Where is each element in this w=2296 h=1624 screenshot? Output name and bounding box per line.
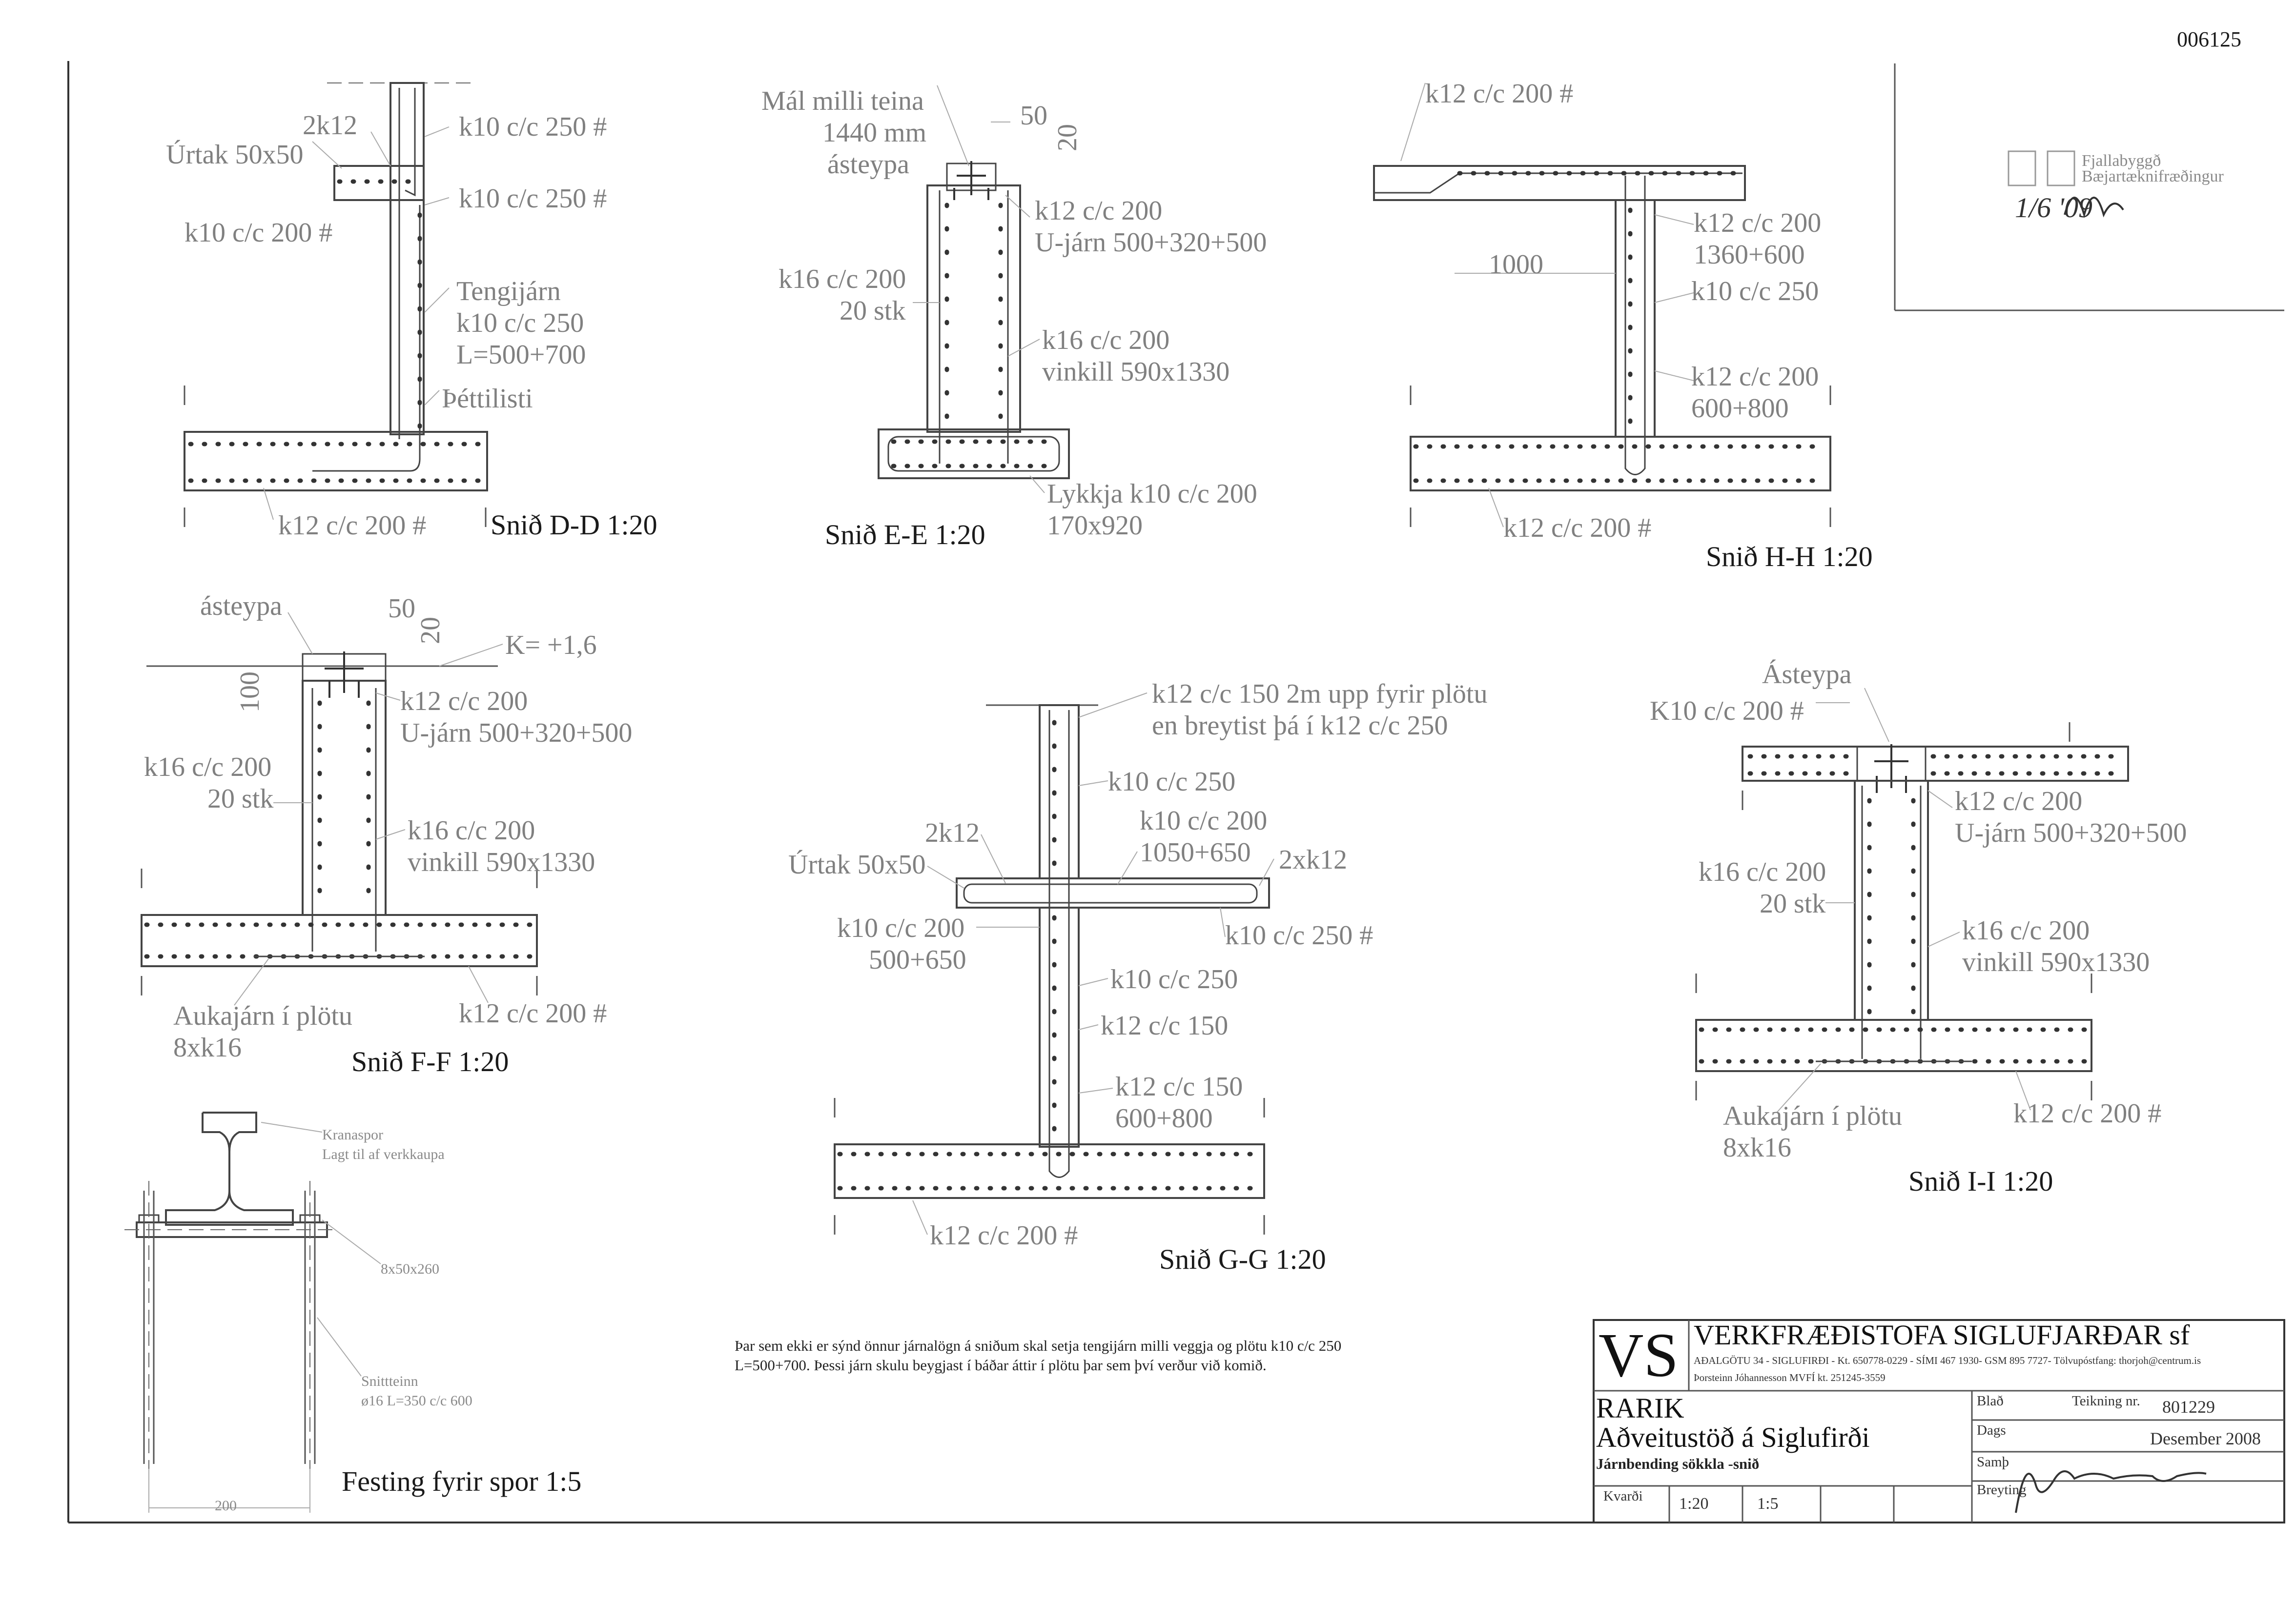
gg-label-1: k12 c/c 150 2m upp fyrir plötu	[1152, 679, 1488, 709]
tb-drawing-no-label: Teikning nr.	[2072, 1393, 2140, 1409]
dd-label-4: k10 c/c 250 #	[459, 183, 607, 214]
hh-label-5: k10 c/c 250	[1691, 276, 1819, 306]
ff-label-8: k16 c/c 200	[144, 752, 272, 782]
ee-label-6: k12 c/c 200	[1035, 196, 1163, 226]
section-ff	[142, 591, 632, 1077]
hh-title: Snið H-H 1:20	[1706, 541, 1873, 572]
gg-label-4: 2k12	[925, 818, 980, 848]
ii-label-2: K10 c/c 200 #	[1650, 696, 1804, 726]
tb-scale-2: 1:5	[1757, 1495, 1779, 1513]
gg-label-15: 600+800	[1115, 1103, 1213, 1134]
tb-drawing-no: 801229	[2162, 1397, 2215, 1417]
dd-label-8: L=500+700	[456, 340, 586, 370]
hh-label-2: k12 c/c 200	[1694, 208, 1822, 238]
section-dd	[166, 83, 657, 541]
spor-label-1: Kranaspor	[322, 1127, 383, 1143]
tb-sheet-label: Blað	[1977, 1393, 2004, 1409]
tb-date-label: Dags	[1977, 1422, 2006, 1438]
ee-label-10: k16 c/c 200	[1042, 325, 1170, 355]
ff-label-5: 100	[235, 671, 265, 712]
dd-label-3: k10 c/c 250 #	[459, 112, 607, 142]
gg-label-11: k10 c/c 250 #	[1225, 920, 1374, 951]
gg-label-6: 1050+650	[1140, 837, 1251, 868]
ee-label-13: 170x920	[1047, 510, 1143, 541]
ff-label-7: U-járn 500+320+500	[400, 718, 633, 748]
ii-label-4: U-járn 500+320+500	[1955, 818, 2187, 848]
ee-label-12: Lykkja k10 c/c 200	[1047, 479, 1257, 509]
ii-label-5: k16 c/c 200	[1699, 857, 1826, 887]
gg-label-10: 500+650	[869, 945, 966, 975]
section-gg	[788, 679, 1487, 1275]
ff-label-2: 50	[388, 593, 415, 624]
spor-label-6: 200	[215, 1498, 237, 1514]
gg-label-12: k10 c/c 250	[1110, 964, 1238, 995]
dd-label-6: Tengijárn	[456, 276, 561, 306]
tb-drawing-title: Járnbending sökkla -snið	[1596, 1455, 1760, 1472]
hh-label-6: k12 c/c 200	[1691, 362, 1819, 392]
ii-label-10: 8xk16	[1723, 1133, 1791, 1163]
spor-label-4: Snittteinn	[361, 1373, 418, 1389]
ff-label-13: 8xk16	[173, 1033, 242, 1063]
title-block	[1594, 1319, 2284, 1522]
drawing-number-top: 006125	[2177, 27, 2241, 51]
hh-label-7: 600+800	[1691, 393, 1789, 424]
ii-label-6: 20 stk	[1760, 889, 1826, 919]
dd-label-7: k10 c/c 250	[456, 308, 584, 338]
gg-label-16: k12 c/c 200 #	[930, 1220, 1078, 1251]
ii-title: Snið I-I 1:20	[1908, 1165, 2053, 1197]
ff-label-1: ásteypa	[200, 591, 282, 621]
ee-label-5: 20	[1052, 124, 1083, 151]
ee-title: Snið E-E 1:20	[825, 519, 985, 550]
tb-scale-1: 1:20	[1679, 1495, 1709, 1513]
stamp-org-1: Fjallabyggð	[2082, 152, 2161, 170]
spor-label-5: ø16 L=350 c/c 600	[361, 1393, 472, 1409]
spor-title: Festing fyrir spor 1:5	[342, 1465, 582, 1497]
ee-label-1: Mál milli teina	[761, 86, 924, 116]
ii-label-1: Ásteypa	[1762, 659, 1852, 690]
dd-title: Snið D-D 1:20	[491, 509, 657, 541]
tb-company: VERKFRÆÐISTOFA SIGLUFJARÐAR sf	[1694, 1319, 2190, 1351]
gg-label-9: k10 c/c 200	[837, 913, 965, 943]
hh-label-4: 1000	[1489, 249, 1543, 280]
tb-address: AÐALGÖTU 34 - SIGLUFIRÐI - Kt. 650778-0229 - SÍMI 467 1930- GSM 895 7727- Tölvupóstfang: thorjoh@centrum.is	[1694, 1355, 2201, 1366]
gg-label-8: Úrtak 50x50	[788, 850, 926, 880]
ff-label-10: k16 c/c 200	[408, 815, 535, 846]
tb-project: Aðveitustöð á Siglufirði	[1596, 1421, 1870, 1453]
section-ii	[1650, 659, 2187, 1197]
ff-label-11: vinkill 590x1330	[408, 847, 595, 877]
ii-label-7: k16 c/c 200	[1962, 915, 2090, 946]
ff-label-6: k12 c/c 200	[400, 686, 528, 716]
gg-title: Snið G-G 1:20	[1159, 1243, 1326, 1275]
ee-label-2: 1440 mm	[822, 118, 927, 148]
hh-label-1: k12 c/c 200 #	[1425, 79, 1574, 109]
ff-title: Snið F-F 1:20	[351, 1046, 509, 1077]
ii-label-8: vinkill 590x1330	[1962, 947, 2150, 977]
ff-label-3: 20	[415, 617, 446, 644]
ff-label-4: K= +1,6	[505, 630, 597, 660]
ff-label-12: Aukajárn í plötu	[173, 1001, 353, 1031]
tb-client: RARIK	[1596, 1392, 1684, 1424]
gg-label-13: k12 c/c 150	[1101, 1011, 1229, 1041]
tb-date: Desember 2008	[2150, 1429, 2261, 1448]
tb-revision-label: Breyting	[1977, 1482, 2027, 1498]
hh-label-8: k12 c/c 200 #	[1503, 513, 1652, 543]
tb-logo: VS	[1599, 1320, 1679, 1390]
section-hh	[1374, 79, 1873, 572]
dd-label-5: k10 c/c 200 #	[184, 218, 333, 248]
tb-scale-label: Kvarði	[1603, 1488, 1643, 1504]
ee-label-8: k16 c/c 200	[779, 264, 906, 294]
approval-stamp	[2009, 151, 2224, 223]
dd-label-1: Úrtak 50x50	[166, 140, 304, 170]
spor-label-2: Lagt til af verkkaupa	[322, 1146, 445, 1162]
spor-label-3: 8x50x260	[381, 1261, 439, 1277]
general-note-line-1: Þar sem ekki er sýnd önnur járnalögn á sniðum skal setja tengijárn milli veggja og plötu k10 c/c 250	[735, 1337, 1342, 1354]
ii-label-11: k12 c/c 200 #	[2013, 1098, 2162, 1129]
ee-label-4: 50	[1020, 101, 1047, 131]
section-rail-fixing	[124, 1113, 581, 1514]
dd-label-2: 2k12	[303, 110, 357, 141]
tb-approved-label: Samþ	[1977, 1454, 2009, 1470]
tb-signature	[2016, 1471, 2206, 1513]
gg-label-14: k12 c/c 150	[1115, 1072, 1243, 1102]
dd-label-9: Þéttilisti	[442, 384, 533, 414]
gg-label-7: 2xk12	[1279, 845, 1347, 875]
section-ee	[761, 85, 1267, 550]
hh-label-3: 1360+600	[1694, 240, 1805, 270]
ee-label-11: vinkill 590x1330	[1042, 357, 1230, 387]
ff-label-14: k12 c/c 200 #	[459, 998, 607, 1029]
ee-label-3: ásteypa	[827, 149, 909, 180]
stamp-org-2: Bæjartæknifræðingur	[2082, 167, 2224, 185]
gg-label-3: k10 c/c 250	[1108, 767, 1236, 797]
ii-label-9: Aukajárn í plötu	[1723, 1101, 1903, 1131]
ee-label-7: U-járn 500+320+500	[1035, 227, 1267, 258]
ff-label-9: 20 stk	[207, 784, 274, 814]
ee-label-9: 20 stk	[840, 296, 906, 326]
gg-label-5: k10 c/c 200	[1140, 806, 1268, 836]
gg-label-2: en breytist þá í k12 c/c 250	[1152, 710, 1448, 741]
general-note-line-2: L=500+700. Þessi járn skulu beygjast í báðar áttir í plötu þar sem því verður við komið.	[735, 1357, 1267, 1374]
stamp-date: 1/6 '09	[2015, 192, 2093, 223]
dd-label-10: k12 c/c 200 #	[278, 510, 427, 541]
ii-label-3: k12 c/c 200	[1955, 786, 2083, 816]
tb-engineer: Þorsteinn Jóhannesson MVFÍ kt. 251245-3559	[1694, 1372, 1886, 1383]
